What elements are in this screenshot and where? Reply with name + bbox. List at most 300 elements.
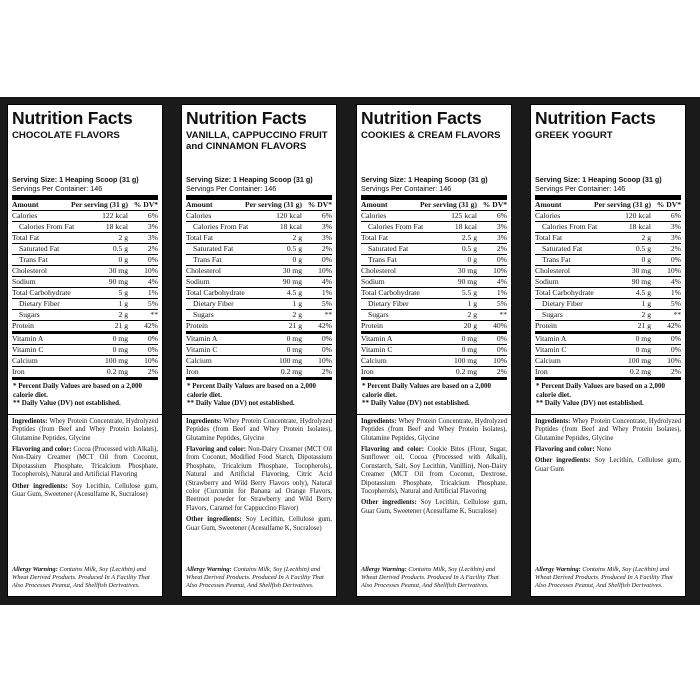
nutrient-row (361, 309, 507, 320)
vitamin-row (186, 355, 332, 366)
ingredients (535, 418, 681, 443)
nutrition-panel (356, 104, 512, 597)
allergy-warning (12, 566, 158, 590)
nutrient-name: Saturated Fat (368, 244, 409, 253)
nutrient-name: Total Carbohydrate (535, 288, 594, 297)
vitamin-row (186, 366, 332, 377)
nutrient-dv: 3% (147, 222, 158, 231)
nutrient-dv: 3% (321, 233, 332, 242)
divider (357, 414, 511, 415)
nutrient-amount: 0 g (118, 255, 128, 264)
nutrient-name: Sugars (193, 310, 214, 319)
nutrient-dv: 6% (670, 211, 681, 220)
nutrient-amount: 2 g (292, 310, 302, 319)
serving-size: Serving Size: 1 Heaping Scoop (31 g) (186, 175, 313, 184)
nutrient-dv: 10% (667, 266, 681, 275)
header-dv: % DV* (482, 200, 507, 209)
nutrient-row (361, 265, 507, 276)
vitamin-name: Vitamin A (186, 334, 218, 343)
nutrient-name: Sugars (542, 310, 563, 319)
ingredients (12, 418, 158, 443)
nutrient-amount: 20 g (463, 321, 477, 330)
other-text: Soy Lecithin, Cellulose gum, Guar Gum (535, 457, 681, 473)
nutrient-row (12, 309, 158, 320)
header-per-serving: Per serving (31 g) (70, 200, 128, 209)
nutrient-amount: 90 mg (108, 277, 128, 286)
nutrient-row (535, 210, 681, 221)
nutrient-dv: 42% (144, 321, 158, 330)
other-ingredients (12, 483, 158, 500)
header-per-serving: Per serving (31 g) (419, 200, 477, 209)
nutrient-row (12, 298, 158, 309)
nutrient-row (535, 298, 681, 309)
other-label: Other ingredients: (535, 457, 591, 465)
nutrient-row (535, 232, 681, 243)
nutrient-dv: ** (673, 310, 681, 319)
flavoring-label: Flavoring and color: (361, 446, 425, 453)
nutrient-dv: 5% (496, 299, 507, 308)
nutrient-amount: 21 g (288, 321, 302, 330)
allergy-warning (186, 566, 332, 590)
nutrient-name: Saturated Fat (193, 244, 234, 253)
vitamin-amount: 100 mg (628, 356, 651, 365)
nutrient-dv: 6% (496, 211, 507, 220)
flavoring-label: Flavoring and color: (535, 446, 595, 453)
nutrient-amount: 5 g (118, 288, 128, 297)
nutrient-amount: 2 g (641, 310, 651, 319)
footnote-dv-not-established: ** Daily Value (DV) not established. (187, 399, 295, 408)
flavoring-text: Cocoa (Processed with Alkali), Non-Dairy Creamer (MCT Oil from Coconut, Dipotassium Phosphate, Tricalcium Phosphate, Tocopherols), Natural and Artificial Flavoring (12, 446, 158, 479)
panel-title: Nutrition Facts (12, 108, 133, 128)
serving-size: Serving Size: 1 Heaping Scoop (31 g) (535, 175, 662, 184)
nutrient-name: Dietary Fiber (193, 299, 234, 308)
nutrient-row (535, 276, 681, 287)
nutrient-amount: 30 mg (282, 266, 302, 275)
vitamin-row (535, 366, 681, 377)
divider (186, 377, 332, 380)
nutrient-row (186, 298, 332, 309)
vitamin-dv: 0% (670, 334, 681, 343)
header-dv: % DV* (307, 200, 332, 209)
vitamin-amount: 0 mg (635, 345, 651, 354)
nutrient-row (12, 210, 158, 221)
nutrient-row (535, 309, 681, 320)
nutrient-dv: 0% (321, 255, 332, 264)
header-dv: % DV* (133, 200, 158, 209)
vitamin-name: Calcium (535, 356, 561, 365)
nutrient-name: Calories (12, 211, 38, 220)
nutrient-row (186, 221, 332, 232)
divider (12, 377, 158, 380)
nutrient-dv: 0% (670, 255, 681, 264)
nutrient-dv: 42% (667, 321, 681, 330)
allergy-warning (535, 566, 681, 590)
table-header (186, 200, 332, 210)
nutrient-amount: 0 g (467, 255, 477, 264)
vitamin-name: Vitamin C (535, 345, 567, 354)
nutrient-amount: 1 g (292, 299, 302, 308)
nutrient-dv: 2% (321, 244, 332, 253)
nutrient-dv: 4% (670, 277, 681, 286)
header-amount: Amount (12, 200, 39, 209)
vitamin-name: Iron (361, 367, 374, 376)
nutrient-amount: 18 kcal (628, 222, 651, 231)
other-ingredients (361, 499, 507, 516)
nutrient-name: Cholesterol (535, 266, 571, 275)
vitamin-amount: 0 mg (286, 345, 302, 354)
flavoring-and-color (12, 446, 158, 480)
vitamin-dv: 0% (496, 334, 507, 343)
nutrient-row (12, 320, 158, 331)
nutrient-name: Protein (361, 321, 383, 330)
flavoring-and-color (186, 446, 332, 513)
nutrient-amount: 18 kcal (454, 222, 477, 231)
flavoring-and-color (361, 446, 507, 496)
vitamin-amount: 0.2 mg (106, 367, 128, 376)
nutrient-name: Calories From Fat (542, 222, 598, 231)
header-dv: % DV* (656, 200, 681, 209)
nutrition-panel (7, 104, 163, 597)
nutrient-dv: 3% (496, 222, 507, 231)
flavoring-text: None (596, 446, 612, 453)
nutrient-dv: 1% (496, 288, 507, 297)
nutrient-amount: 2.5 g (461, 233, 477, 242)
header-amount: Amount (186, 200, 213, 209)
nutrient-row (361, 298, 507, 309)
nutrient-name: Trans Fat (19, 255, 48, 264)
nutrient-amount: 1 g (118, 299, 128, 308)
nutrient-name: Calories From Fat (19, 222, 75, 231)
footnote-dv: * Percent Daily Values are based on a 2,000 calorie diet. (362, 382, 492, 399)
nutrient-dv: 5% (321, 299, 332, 308)
nutrient-dv: 2% (670, 244, 681, 253)
nutrient-row (186, 254, 332, 265)
table-header (361, 200, 507, 210)
nutrient-row (535, 221, 681, 232)
nutrient-amount: 0.5 g (112, 244, 128, 253)
nutrient-dv: 10% (318, 266, 332, 275)
vitamin-name: Calcium (186, 356, 212, 365)
nutrient-amount: 90 mg (282, 277, 302, 286)
nutrient-row (535, 287, 681, 298)
nutrient-amount: 1 g (641, 299, 651, 308)
nutrient-row (12, 276, 158, 287)
nutrient-name: Calories (186, 211, 212, 220)
nutrient-name: Trans Fat (542, 255, 571, 264)
vitamin-row (12, 366, 158, 377)
nutrient-row (535, 243, 681, 254)
vitamin-dv: 0% (147, 345, 158, 354)
other-label: Other ingredients: (361, 499, 417, 507)
vitamin-dv: 0% (321, 345, 332, 354)
nutrient-row (535, 254, 681, 265)
vitamin-row (361, 366, 507, 377)
vitamin-amount: 0.2 mg (455, 367, 477, 376)
divider (535, 377, 681, 380)
nutrient-name: Total Carbohydrate (12, 288, 71, 297)
vitamin-dv: 2% (147, 367, 158, 376)
nutrient-amount: 21 g (637, 321, 651, 330)
vitamin-name: Vitamin A (12, 334, 44, 343)
vitamin-row (535, 355, 681, 366)
nutrient-dv: 10% (144, 266, 158, 275)
serving-size: Serving Size: 1 Heaping Scoop (31 g) (12, 175, 139, 184)
vitamin-amount: 100 mg (279, 356, 302, 365)
ingredients-label: Ingredients: (535, 417, 571, 425)
flavoring-text: Non-Dairy Creamer (MCT Oil from Coconut, Modified Food Starch, Dipotassium Phosphate, Tricalcium Phosphate, Tocopherols), Natural and Artificial Flavoring, Citric Acid (Strawberry and Wild Berry Flavors only), Natural color (Curcumin for Banana ad Orange Flavors, Beetroot powder for Strawberry and Wild Berry Flavors, Caramel for Cappuccino Flavor) (186, 446, 332, 512)
nutrient-dv: 5% (670, 299, 681, 308)
nutrient-dv: 6% (147, 211, 158, 220)
nutrient-row (361, 254, 507, 265)
vitamin-dv: 10% (144, 356, 158, 365)
nutrient-name: Protein (12, 321, 34, 330)
nutrient-amount: 0.5 g (461, 244, 477, 253)
nutrient-dv: 40% (493, 321, 507, 330)
nutrient-row (12, 232, 158, 243)
nutrient-row (361, 287, 507, 298)
nutrient-name: Total Fat (12, 233, 40, 242)
vitamin-name: Vitamin C (12, 345, 44, 354)
nutrient-amount: 2 g (641, 233, 651, 242)
nutrient-amount: 30 mg (457, 266, 477, 275)
ingredients (361, 418, 507, 443)
nutrient-row (12, 243, 158, 254)
ingredients-label: Ingredients: (186, 417, 222, 425)
vitamin-row (12, 344, 158, 355)
nutrient-dv: 2% (147, 244, 158, 253)
nutrient-amount: 30 mg (631, 266, 651, 275)
vitamin-name: Calcium (12, 356, 38, 365)
allergy-warning (361, 566, 507, 590)
nutrient-dv: 0% (496, 255, 507, 264)
nutrient-amount: 0.5 g (286, 244, 302, 253)
vitamin-dv: 10% (493, 356, 507, 365)
nutrient-name: Dietary Fiber (368, 299, 409, 308)
nutrient-name: Protein (186, 321, 208, 330)
nutrient-row (361, 232, 507, 243)
nutrient-amount: 21 g (114, 321, 128, 330)
nutrient-dv: 5% (147, 299, 158, 308)
nutrient-row (535, 265, 681, 276)
nutrient-row (186, 265, 332, 276)
vitamin-row (361, 334, 507, 344)
nutrient-name: Calories From Fat (193, 222, 249, 231)
nutrient-name: Saturated Fat (19, 244, 60, 253)
divider (8, 414, 162, 415)
nutrient-row (12, 265, 158, 276)
nutrient-name: Sodium (361, 277, 385, 286)
vitamin-row (361, 344, 507, 355)
vitamin-name: Iron (186, 367, 199, 376)
nutrient-name: Dietary Fiber (542, 299, 583, 308)
nutrient-name: Calories From Fat (368, 222, 424, 231)
nutrient-name: Total Fat (361, 233, 389, 242)
nutrient-dv: 0% (147, 255, 158, 264)
nutrient-amount: 2 g (292, 233, 302, 242)
other-text: Soy Lecithin, Cellulose gum, Guar Gum, Sweetener (Acesulfame K, Sucralose) (12, 482, 158, 499)
nutrient-name: Sugars (19, 310, 40, 319)
nutrient-dv: 3% (147, 233, 158, 242)
vitamin-dv: 0% (670, 345, 681, 354)
flavoring-label: Flavoring and color: (12, 446, 72, 453)
flavoring-text: Cookie Bites (Flour, Sugar, Sunflower oil, Cocoa (Processed with Alkali), Cornstarch, Salt, Soy Lecithin, Vanillin), Non-Dairy Creamer (MCT Oil from Coconut, Dextrose, Dipotassium Phosphate, Tricalcium Phosphate, Tocopherols), Natural and Artificial Flavoring (361, 446, 507, 496)
flavor-name: COOKIES & CREAM FLAVORS (361, 130, 501, 141)
nutrient-name: Dietary Fiber (19, 299, 60, 308)
nutrient-dv: 1% (147, 288, 158, 297)
ingredients-text: Whey Protein Concentrate, Hydrolyzed Peptides (from Beef and Whey Protein Isolates), Glutamine Peptides, Glycine (535, 417, 681, 442)
panel-title: Nutrition Facts (361, 108, 482, 128)
nutrient-row (186, 210, 332, 221)
vitamin-amount: 0 mg (635, 334, 651, 343)
ingredients (186, 418, 332, 443)
servings-per-container: Servings Per Container: 146 (361, 184, 452, 193)
nutrient-amount: 2 g (118, 310, 128, 319)
nutrition-panel (181, 104, 337, 597)
vitamin-amount: 0.2 mg (629, 367, 651, 376)
nutrient-name: Trans Fat (193, 255, 222, 264)
footnote-dv-not-established: ** Daily Value (DV) not established. (13, 399, 121, 408)
vitamin-name: Vitamin C (186, 345, 218, 354)
divider (531, 414, 685, 415)
ingredients-label: Ingredients: (361, 417, 397, 425)
nutrient-row (12, 287, 158, 298)
nutrient-name: Sodium (12, 277, 36, 286)
nutrient-row (186, 287, 332, 298)
nutrient-dv: 42% (318, 321, 332, 330)
divider (182, 414, 336, 415)
vitamin-amount: 100 mg (105, 356, 128, 365)
vitamin-amount: 0 mg (461, 334, 477, 343)
flavor-name: VANILLA, CAPPUCCINO FRUIT and CINNAMON FLAVORS (186, 130, 328, 152)
nutrient-name: Total Carbohydrate (186, 288, 245, 297)
nutrient-row (186, 309, 332, 320)
nutrient-name: Sodium (535, 277, 559, 286)
nutrient-row (186, 232, 332, 243)
flavor-name: GREEK YOGURT (535, 130, 613, 141)
flavoring-label: Flavoring and color: (186, 446, 247, 453)
vitamin-name: Vitamin A (361, 334, 393, 343)
header-amount: Amount (361, 200, 388, 209)
vitamin-dv: 2% (496, 367, 507, 376)
nutrient-row (12, 254, 158, 265)
vitamin-row (12, 355, 158, 366)
nutrient-name: Sodium (186, 277, 210, 286)
nutrient-name: Calories (535, 211, 561, 220)
vitamin-name: Vitamin A (535, 334, 567, 343)
vitamin-dv: 10% (318, 356, 332, 365)
nutrient-name: Cholesterol (361, 266, 397, 275)
nutrient-dv: 2% (496, 244, 507, 253)
serving-size: Serving Size: 1 Heaping Scoop (31 g) (361, 175, 488, 184)
nutrient-amount: 90 mg (631, 277, 651, 286)
servings-per-container: Servings Per Container: 146 (12, 184, 103, 193)
allergy-label: Allergy Warning: (535, 566, 581, 573)
nutrient-row (535, 320, 681, 331)
nutrient-name: Total Carbohydrate (361, 288, 420, 297)
servings-per-container: Servings Per Container: 146 (186, 184, 277, 193)
vitamin-dv: 10% (667, 356, 681, 365)
other-ingredients (186, 516, 332, 533)
nutrient-row (361, 276, 507, 287)
vitamin-dv: 0% (147, 334, 158, 343)
nutrient-row (361, 320, 507, 331)
nutrient-amount: 0 g (292, 255, 302, 264)
allergy-text: Contains Milk, Soy (Lecithin) and Wheat Derived Products. Produced In A Facility That Also Processes Peanut, And Shellfish Derivatives. (12, 566, 150, 589)
nutrient-amount: 4.5 g (286, 288, 302, 297)
other-label: Other ingredients: (186, 516, 242, 524)
vitamin-dv: 2% (321, 367, 332, 376)
header-per-serving: Per serving (31 g) (244, 200, 302, 209)
table-header (12, 200, 158, 210)
footnote-dv-not-established: ** Daily Value (DV) not established. (362, 399, 470, 408)
footnote-dv: * Percent Daily Values are based on a 2,000 calorie diet. (187, 382, 317, 399)
other-label: Other ingredients: (12, 482, 68, 490)
nutrient-dv: 3% (670, 233, 681, 242)
vitamin-row (186, 334, 332, 344)
allergy-text: Contains Milk, Soy (Lecithin) and Wheat Derived Products. Produced In A Facility That Also Processes Peanut, And Shellfish Derivatives. (186, 566, 324, 589)
nutrient-dv: ** (150, 310, 158, 319)
nutrient-name: Cholesterol (186, 266, 222, 275)
nutrient-amount: 30 mg (108, 266, 128, 275)
nutrient-row (186, 243, 332, 254)
nutrient-name: Total Fat (535, 233, 563, 242)
other-text: Soy Lecithin, Cellulose gum, Guar Gum, Sweetener (Acesulfame K, Sucralose) (186, 516, 332, 532)
vitamin-row (361, 355, 507, 366)
ingredients-label: Ingredients: (12, 417, 48, 425)
footnote-dv: * Percent Daily Values are based on a 2,000 calorie diet. (13, 382, 143, 399)
vitamin-row (186, 344, 332, 355)
nutrient-dv: 1% (321, 288, 332, 297)
nutrient-name: Sugars (368, 310, 389, 319)
vitamin-row (535, 334, 681, 344)
flavoring-and-color (535, 446, 681, 454)
nutrient-amount: 120 kcal (276, 211, 302, 220)
vitamin-amount: 0 mg (286, 334, 302, 343)
nutrient-amount: 4.5 g (635, 288, 651, 297)
nutrient-amount: 122 kcal (102, 211, 128, 220)
nutrient-name: Calories (361, 211, 387, 220)
nutrient-dv: ** (499, 310, 507, 319)
other-text: Soy Lecithin, Cellulose gum, Guar Gum, Sweetener (Acesulfame K, Sucralose) (361, 499, 507, 515)
nutrient-amount: 1 g (467, 299, 477, 308)
vitamin-amount: 0.2 mg (280, 367, 302, 376)
header-amount: Amount (535, 200, 562, 209)
nutrient-row (361, 221, 507, 232)
allergy-label: Allergy Warning: (186, 566, 232, 573)
nutrient-amount: 18 kcal (279, 222, 302, 231)
nutrient-name: Cholesterol (12, 266, 48, 275)
nutrient-dv: 1% (670, 288, 681, 297)
nutrient-row (186, 320, 332, 331)
vitamin-dv: 0% (496, 345, 507, 354)
nutrient-row (361, 210, 507, 221)
vitamin-row (12, 334, 158, 344)
panel-title: Nutrition Facts (186, 108, 307, 128)
allergy-text: Contains Milk, Soy (Lecithin) and Wheat Derived Products. Produced In A Facility That Also Processes Peanut, And Shellfish Derivatives. (361, 566, 499, 589)
nutrient-dv: 10% (493, 266, 507, 275)
nutrient-amount: 5.5 g (461, 288, 477, 297)
header-per-serving: Per serving (31 g) (593, 200, 651, 209)
vitamin-amount: 0 mg (112, 345, 128, 354)
servings-per-container: Servings Per Container: 146 (535, 184, 626, 193)
vitamin-dv: 0% (321, 334, 332, 343)
nutrient-amount: 2 g (118, 233, 128, 242)
nutrient-amount: 18 kcal (105, 222, 128, 231)
nutrient-dv: 3% (321, 222, 332, 231)
nutrient-row (361, 243, 507, 254)
allergy-label: Allergy Warning: (361, 566, 407, 573)
panel-title: Nutrition Facts (535, 108, 656, 128)
